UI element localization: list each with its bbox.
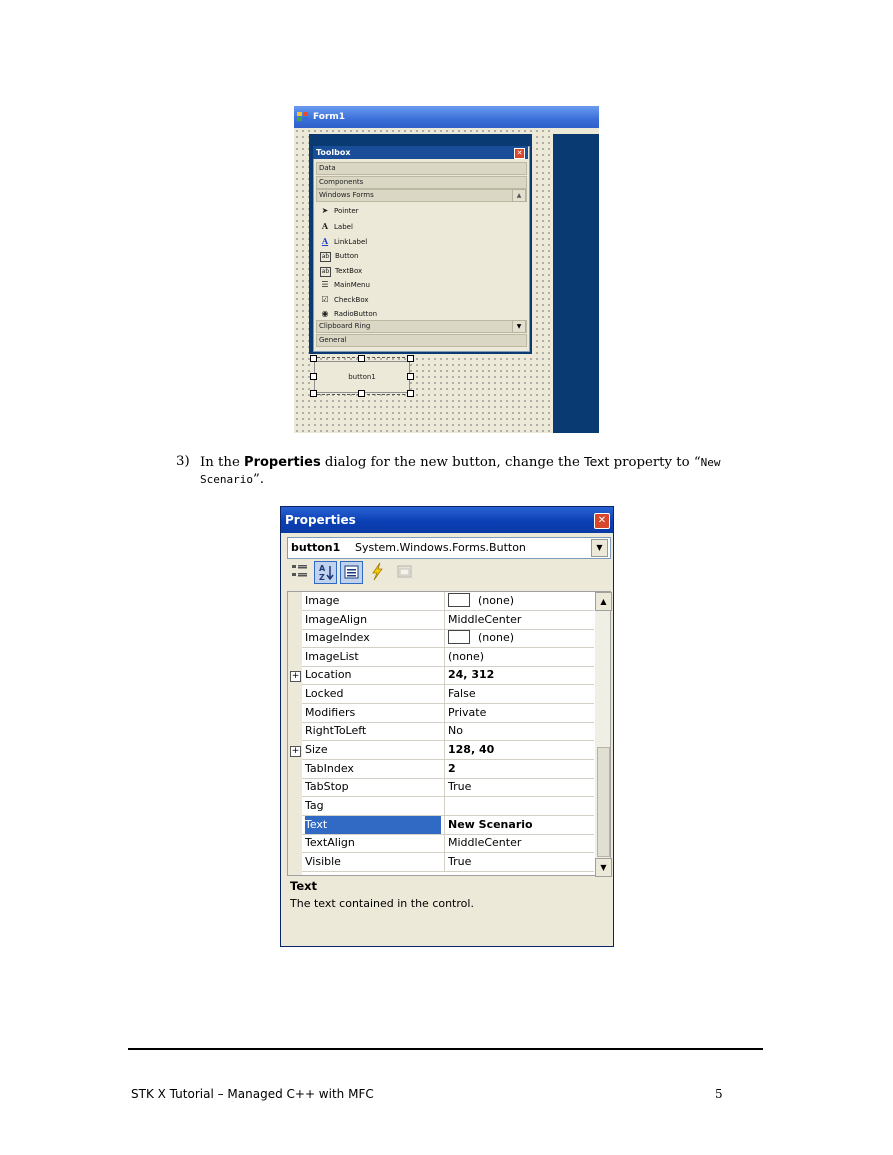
property-row-imageindex[interactable]: ImageIndex (none) [302, 629, 594, 648]
toolbox-item-radiobutton[interactable]: ◉ RadioButton [320, 307, 377, 321]
properties-view-icon[interactable] [340, 561, 363, 584]
object-name: button1 [291, 541, 341, 554]
step-text-line1: In the Properties dialog for the new button, change the Text property to “New [200, 454, 721, 470]
property-row-visible[interactable]: Visible True [302, 853, 594, 872]
property-row-tabindex[interactable]: TabIndex 2 [302, 760, 594, 779]
resize-handle[interactable] [358, 390, 365, 397]
mainmenu-icon: ☰ [321, 280, 329, 289]
svg-text:A: A [319, 564, 326, 573]
chevron-down-icon[interactable]: ▼ [591, 539, 608, 557]
toolbox-item-label[interactable]: A Label [321, 221, 353, 231]
resize-handle[interactable] [310, 390, 317, 397]
property-row-location[interactable]: Location 24, 312 [302, 666, 594, 685]
resize-handle[interactable] [310, 373, 317, 380]
code-scenario: Scenario [200, 473, 253, 486]
form-designer-screenshot [294, 106, 599, 433]
checkbox-icon: ☑ [321, 295, 329, 304]
toolbox-title-bar[interactable] [313, 146, 528, 159]
property-row-imagealign[interactable]: ImageAlign MiddleCenter [302, 611, 594, 630]
footer-title: STK X Tutorial – Managed C++ with MFC [131, 1087, 374, 1101]
scroll-up-icon[interactable]: ▲ [595, 592, 612, 611]
toolbox-category-clipboard-ring[interactable]: Clipboard Ring [316, 320, 527, 333]
toolbox-category-general[interactable]: General [316, 334, 527, 347]
toolbox-scroll-up-icon[interactable]: ▲ [512, 189, 526, 202]
property-row-textalign[interactable]: TextAlign MiddleCenter [302, 834, 594, 853]
step-number: 3) [176, 454, 190, 469]
button-icon: ab [321, 253, 330, 260]
textbox-icon: ab [321, 268, 330, 275]
property-row-modifiers[interactable]: Modifiers Private [302, 704, 594, 723]
property-row-righttoleft[interactable]: RightToLeft No [302, 722, 594, 741]
description-title: Text [290, 879, 318, 893]
text-property-term: Text [584, 454, 610, 469]
property-pages-icon[interactable] [394, 561, 415, 582]
alphabetical-icon[interactable] [314, 561, 337, 584]
toolbox-item-linklabel[interactable]: A LinkLabel [321, 236, 368, 246]
events-lightning-icon[interactable] [367, 561, 388, 582]
resize-handle[interactable] [407, 373, 414, 380]
description-pane [287, 877, 609, 941]
toolbox-close-icon[interactable]: ✕ [514, 148, 525, 159]
object-type: System.Windows.Forms.Button [355, 541, 526, 554]
toolbox-item-mainmenu[interactable]: ☰ MainMenu [320, 278, 370, 292]
dock-panel [553, 134, 599, 433]
property-row-tag[interactable]: Tag [302, 797, 594, 816]
toolbox-item-button[interactable]: ab Button [321, 252, 359, 260]
toolbox-title: Toolbox [316, 148, 351, 157]
label-icon: A [321, 221, 329, 231]
linklabel-icon: A [321, 236, 329, 246]
property-grid [287, 591, 611, 876]
toolbox-category-windows-forms[interactable]: Windows Forms [316, 189, 527, 202]
toolbox-item-pointer[interactable]: ➤ Pointer [320, 204, 359, 218]
scroll-down-icon[interactable]: ▼ [595, 858, 612, 877]
properties-title-bar[interactable] [281, 507, 613, 533]
properties-window [280, 506, 614, 947]
property-row-text[interactable]: Text New Scenario [302, 816, 594, 835]
resize-handle[interactable] [407, 355, 414, 362]
resize-handle[interactable] [407, 390, 414, 397]
toolbox-category-data[interactable]: Data [316, 162, 527, 175]
step-text-line2: Scenario”. [200, 472, 265, 487]
toolbox-item-checkbox[interactable]: ☑ CheckBox [320, 293, 369, 307]
color-swatch-icon [448, 593, 470, 607]
form-icon [297, 112, 309, 122]
resize-handle[interactable] [310, 355, 317, 362]
resize-handle[interactable] [358, 355, 365, 362]
toolbox-item-textbox[interactable]: ab TextBox [321, 267, 363, 275]
toolbox-category-components[interactable]: Components [316, 176, 527, 189]
svg-text:Z: Z [319, 573, 325, 582]
property-row-tabstop[interactable]: TabStop True [302, 778, 594, 797]
grid-gutter [288, 592, 302, 875]
form-title: Form1 [313, 112, 346, 122]
property-row-locked[interactable]: Locked False [302, 685, 594, 704]
property-row-imagelist[interactable]: ImageList (none) [302, 648, 594, 667]
footer-rule [128, 1048, 763, 1050]
property-row-image[interactable]: Image (none) [302, 592, 594, 611]
categorized-icon[interactable] [289, 561, 310, 582]
description-text: The text contained in the control. [290, 897, 474, 910]
code-new: New [700, 456, 721, 469]
page-number: 5 [715, 1087, 723, 1101]
scroll-thumb[interactable] [597, 747, 610, 857]
close-icon[interactable]: ✕ [594, 513, 610, 529]
designer-button1[interactable]: button1 [314, 361, 410, 393]
expand-location-icon[interactable]: + [291, 671, 300, 681]
properties-term: Properties [244, 455, 321, 470]
expand-size-icon[interactable]: + [291, 746, 300, 756]
radiobutton-icon: ◉ [321, 309, 329, 318]
property-row-size[interactable]: Size 128, 40 [302, 741, 594, 760]
form-title-bar [294, 106, 599, 128]
properties-title: Properties [285, 513, 356, 527]
color-swatch-icon [448, 630, 470, 644]
toolbox-scroll-down-icon[interactable]: ▼ [512, 320, 526, 333]
properties-toolbar [287, 561, 609, 587]
object-selector[interactable] [287, 537, 611, 559]
pointer-icon: ➤ [321, 206, 329, 215]
